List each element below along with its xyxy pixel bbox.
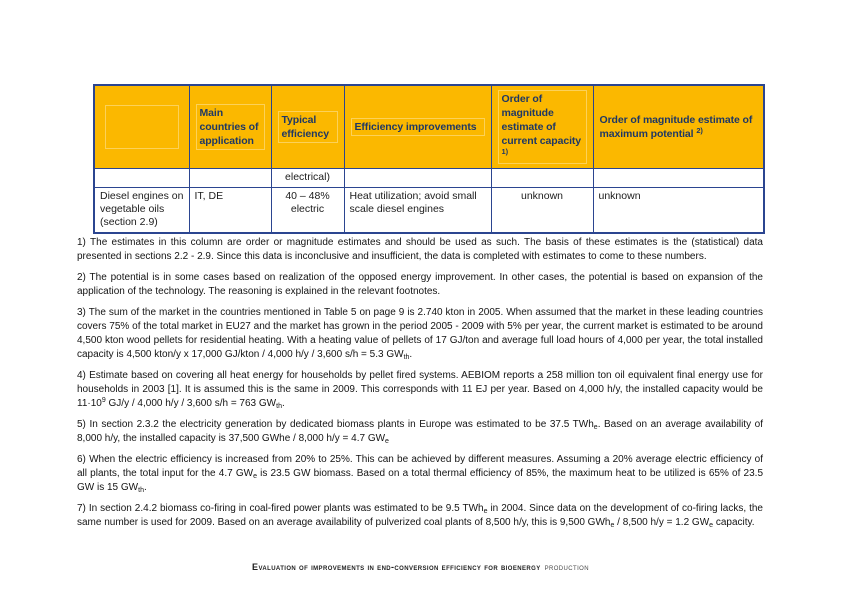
footnote-text: e	[610, 521, 615, 529]
footnote-ref-1: 1)	[501, 146, 508, 156]
footnote-1	[77, 236, 763, 264]
cell-countries	[189, 169, 271, 188]
footnote-text: / 8,500 h/y = 1.2 GW	[614, 517, 710, 528]
footnote-7	[77, 502, 763, 530]
footer-title: Evaluation of improvements in end-conversion efficiency for bioenergy	[252, 562, 541, 572]
footnote-text: 2) The potential is in some cases based on realization of the opposed energy improvement. In other cases, the potential is based on expansion of the application of the technology. The reasoning is explained in the relevant footnotes.	[77, 272, 763, 297]
col-header-main-countries	[189, 85, 271, 169]
footnote-text: e	[483, 507, 488, 515]
header-inner-box	[351, 118, 485, 136]
footnote-text: capacity.	[713, 517, 755, 528]
footnote-text: e	[593, 423, 598, 431]
cell-current-capacity	[491, 169, 593, 188]
footnote-text: e	[385, 437, 389, 445]
col-header-typical-efficiency	[271, 85, 344, 169]
col-header-label: Main countries of application	[199, 107, 259, 147]
footnote-text: 1) The estimates in this column are order or magnitude estimates and should be used as such. The basis of these estimates is the (statistical) data presented in sections 2.2 - 2.9. Since this data is inconclusive and insufficient, the data is completed with estimates to come to these numbers.	[77, 237, 763, 262]
col-header-label: Order of magnitude estimate of maximum potential	[599, 114, 753, 140]
footnote-text: 9	[101, 397, 106, 405]
footnote-text: th	[403, 353, 410, 361]
col-header-maximum-potential	[593, 85, 764, 169]
footnote-text: GJ/y / 4,000 h/y / 3,600 s/h = 763 GW	[105, 398, 277, 409]
footnote-text: .	[143, 482, 147, 493]
cell-current-capacity: unknown	[491, 188, 593, 234]
cell-maximum-potential	[593, 169, 764, 188]
footnote-3	[77, 306, 763, 362]
footnote-text: e	[709, 521, 714, 529]
cell-maximum-potential: unknown	[593, 188, 764, 234]
col-header-efficiency-improvements	[344, 85, 491, 169]
cell-efficiency: electrical)	[271, 169, 344, 188]
footnote-text: th	[276, 402, 282, 410]
footnote-text: .	[409, 349, 413, 360]
header-inner-box	[105, 105, 179, 149]
footnote-text: .	[281, 398, 285, 409]
page-footer	[0, 557, 841, 575]
table-header-row	[94, 85, 764, 169]
footnote-5	[77, 418, 763, 446]
footnote-text: is 23.5 GW biomass. Based on a total thermal efficiency of 85%, the maximum heat to be utilized is 65% of 23.5 GW is 15 GW	[77, 468, 764, 493]
footnote-text: 6) When the electric efficiency is increased from 20% to 25%. This can be achieved by different measures. Assuming a 20% average electric efficiency of all plants, the total input for the 4.7 GW	[77, 454, 763, 479]
cell-technology	[94, 169, 189, 188]
footnotes	[77, 236, 763, 537]
footnote-text: 4) Estimate based on covering all heat energy for households by pellet fired systems. AEBIOM reports a 258 million ton oil equivalent final energy use for households in 2003 [1]. It is assumed this is the same in 2009. This corresponds with 11 EJ per year. Based on 4,000 h/y, the installed capacity would be 11·10	[77, 370, 763, 409]
footnote-text: 5) In section 2.3.2 the electricity generation by dedicated biomass plants in Europe was estimated to be 37.5 TWh	[77, 419, 594, 430]
header-inner-box	[278, 111, 338, 143]
footnote-text: e	[253, 472, 257, 480]
cell-improvements	[344, 169, 491, 188]
header-inner-box	[196, 104, 265, 150]
cell-efficiency: 40 – 48% electric	[271, 188, 344, 234]
table-row-continuation	[94, 169, 764, 188]
footnote-6	[77, 453, 763, 495]
footnote-4	[77, 369, 763, 411]
col-header-technology	[94, 85, 189, 169]
col-header-current-capacity	[491, 85, 593, 169]
col-header-label: Order of magnitude estimate of current capacity	[501, 93, 582, 147]
col-header-label: Typical efficiency	[281, 114, 329, 140]
header-inner-box	[498, 90, 587, 164]
footnote-text: in 2004. Since data on the development of co-firing lacks, the same number is used for 2009. Based on an average availability of pulverized coal plants of 8,500 h/y, this is 9,500 GWh	[77, 503, 763, 528]
bioenergy-summary-table	[93, 84, 765, 234]
footnote-2	[77, 271, 763, 299]
footnote-ref-2: 2)	[696, 125, 703, 135]
table-row-diesel-engines	[94, 188, 764, 234]
cell-technology: Diesel engines on vegetable oils (section 2.9)	[94, 188, 189, 234]
footnote-text: . Based on an average availability of 8,000 h/y, the installed capacity is 37,500 GWhe / 8,000 h/y = 4.7 GW	[77, 419, 763, 444]
footnote-text: 3) The sum of the market in the countries mentioned in Table 5 on page 9 is 2.740 kton in 2005. When assumed that the market in these leading countries covers 75% of the total market in EU27 and the market has grown in the period 2005 - 2009 with 5% per year, the current market is estimated to be around 4,500 kton wood pellets for residential heating. With a heating value of pellets of 17 GJ/ton and average full load hours of 4,000 per year, the total installed capacity is 4,500 kton/y x 17,000 GJ/kton / 4,000 h/y / 3,600 s/h = 5.3 GW	[77, 307, 763, 360]
col-header-label: Efficiency improvements	[354, 121, 477, 133]
footer-title-suffix: production	[544, 562, 589, 572]
footnote-text: 7) In section 2.4.2 biomass co-firing in coal-fired power plants was estimated to be 9.5 TWh	[77, 503, 484, 514]
cell-improvements: Heat utilization; avoid small scale diesel engines	[344, 188, 491, 234]
cell-countries: IT, DE	[189, 188, 271, 234]
footnote-text: th	[138, 486, 144, 494]
